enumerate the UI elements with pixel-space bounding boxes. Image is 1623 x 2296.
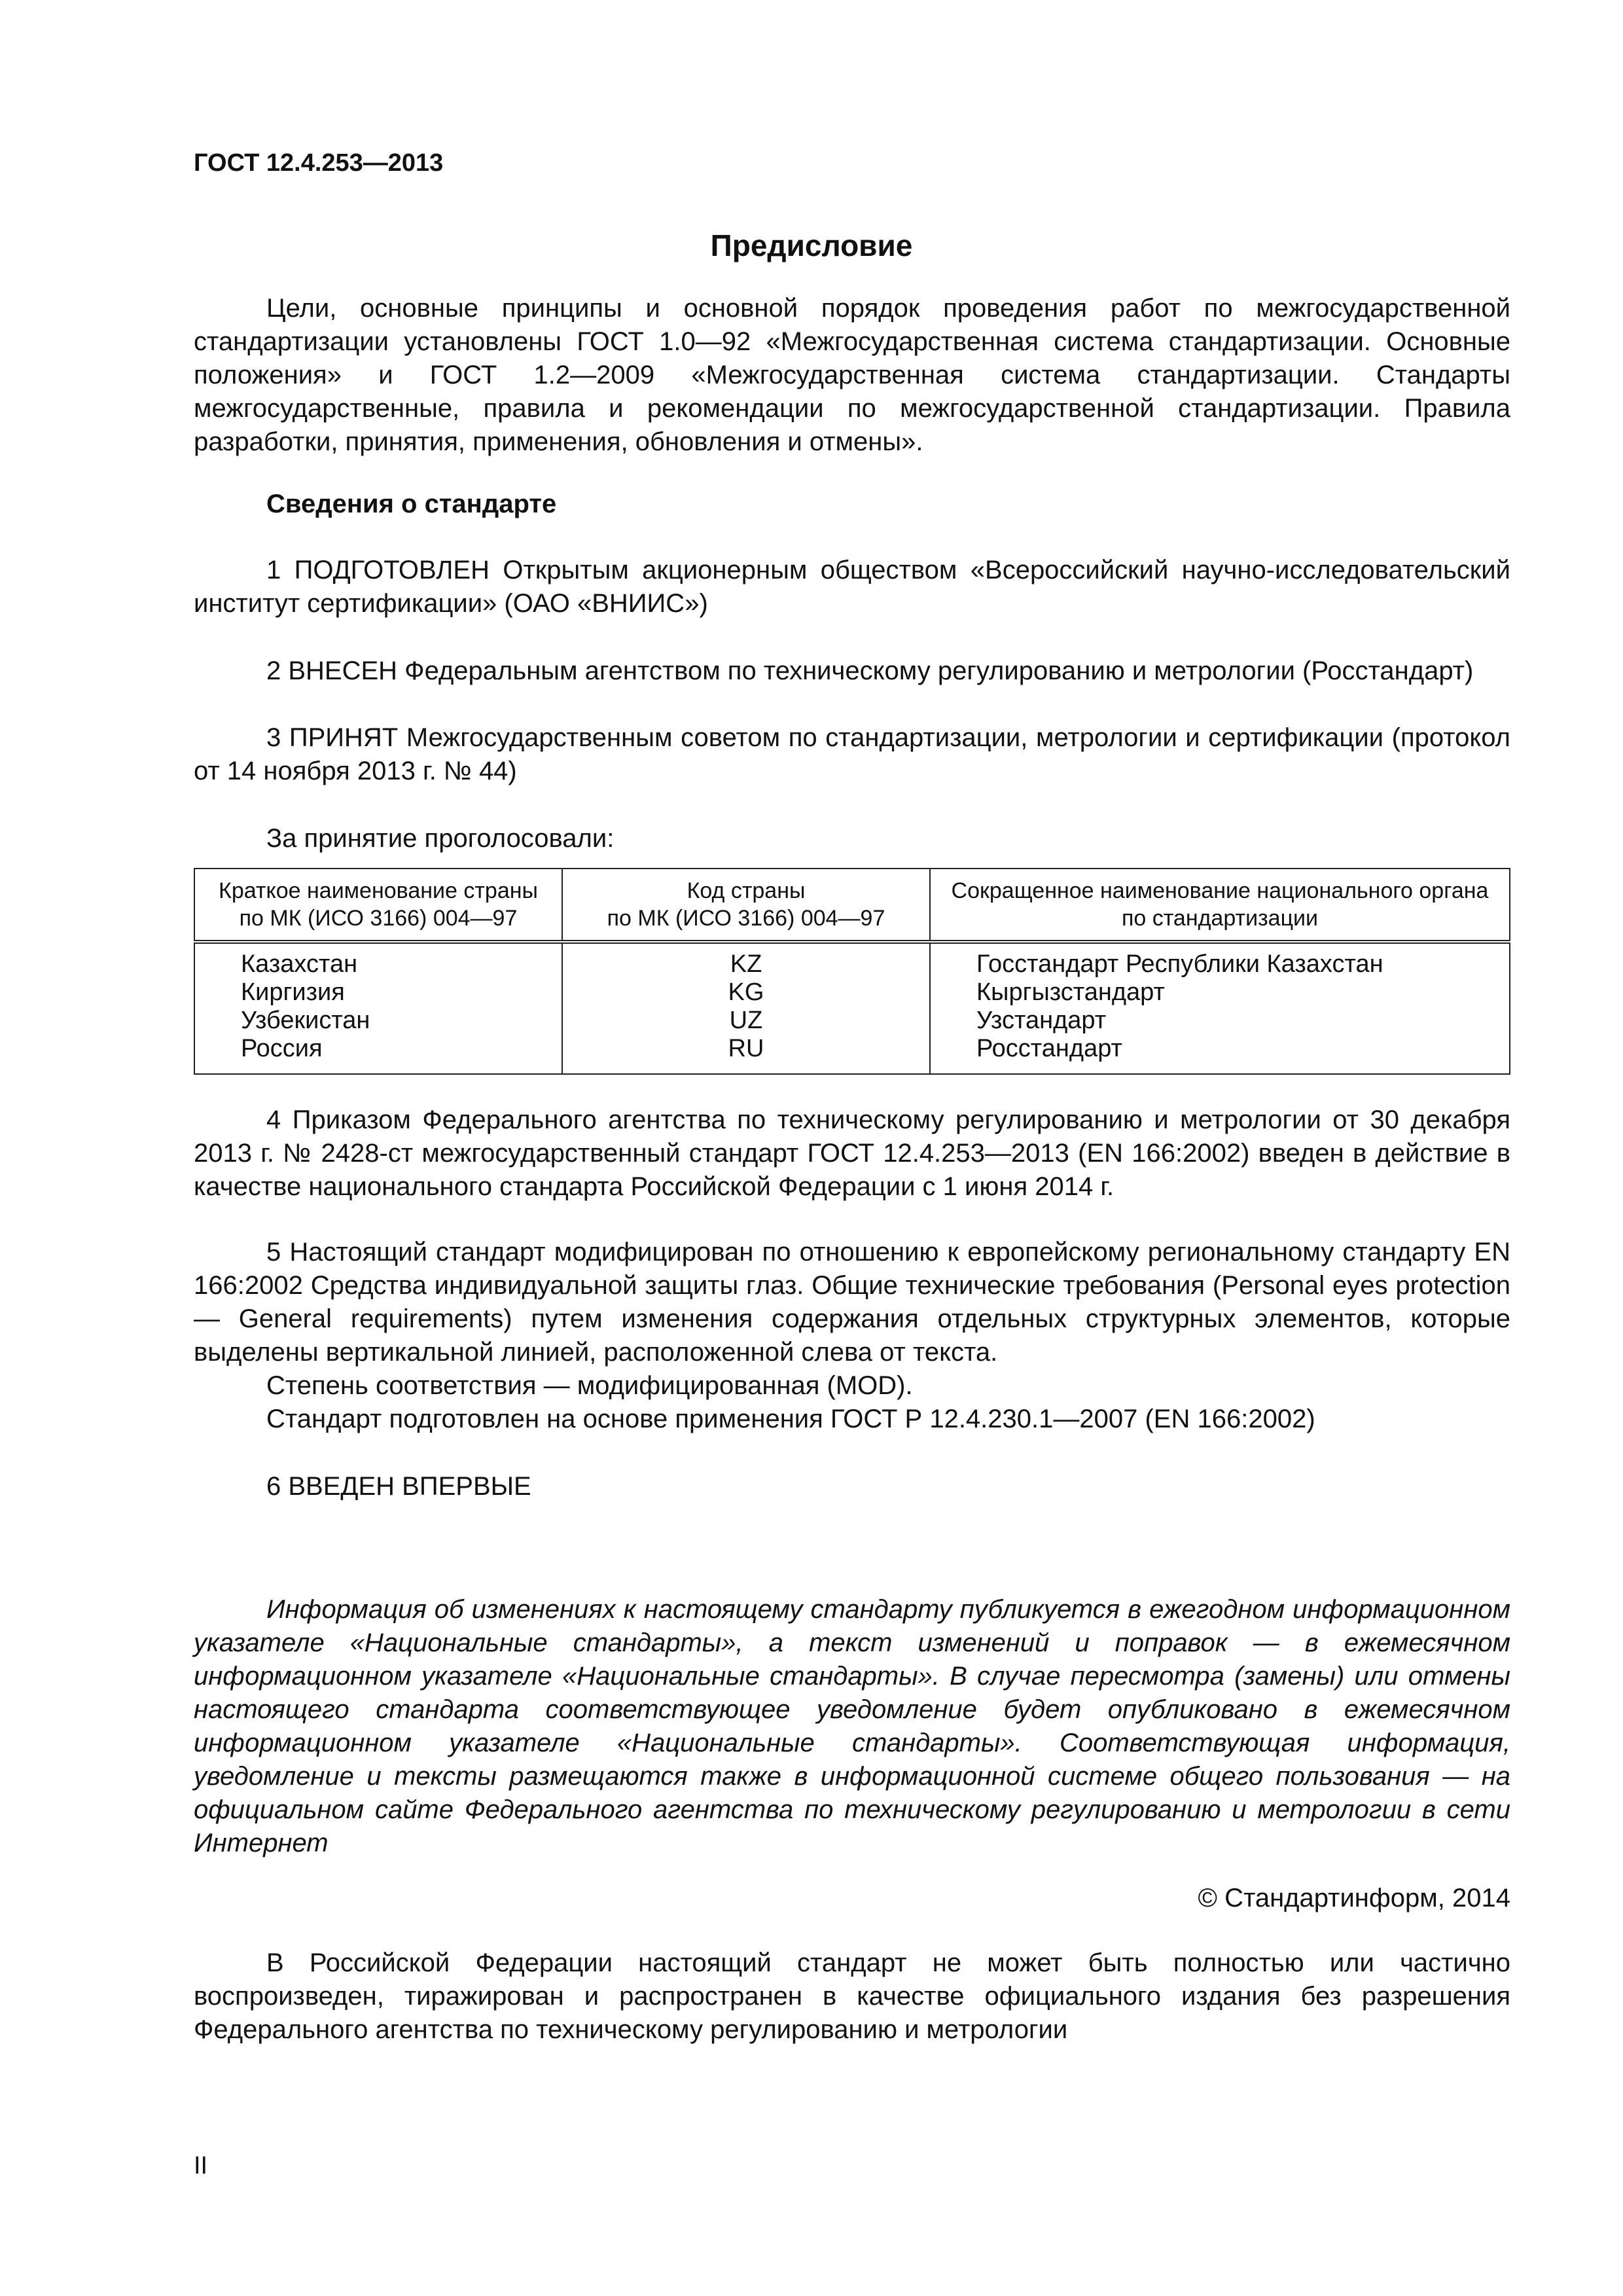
item-5-degree: Степень соответствия — модифицированная (MOD).: [266, 1371, 913, 1400]
country-cell: Узбекистан: [241, 1007, 370, 1034]
copyright: © Стандартинформ, 2014: [1198, 1884, 1510, 1912]
code-cell: KZ: [730, 950, 762, 978]
intro-paragraph: Цели, основные принципы и основной порядок проведения работ по межгосударственной стандартизации установлены ГОСТ 1.0—92 «Межгосударственная система стандартизации. Основные положения» и ГОСТ 1.2—2009 «Межгосударственная система стандартизации. Стандарты межгосударственные, правила и рекомендации по межгосударственной стандартизации. Правила разработки, принятия, применения, обновления и отмены».: [194, 294, 1510, 456]
document-code: ГОСТ 12.4.253—2013: [194, 149, 444, 177]
voting-table: [194, 868, 1510, 1075]
page-number: II: [194, 2152, 208, 2179]
code-cell: KG: [728, 978, 764, 1006]
item-1: 1 ПОДГОТОВЛЕН Открытым акционерным обществом «Всероссийский научно-исследовательский институт сертификации» (ОАО «ВНИИС»): [194, 556, 1510, 618]
code-cell: RU: [728, 1035, 764, 1062]
organ-cell: Узстандарт: [976, 1007, 1107, 1034]
section-subheading: Сведения о стандарте: [266, 490, 557, 518]
item-2: 2 ВНЕСЕН Федеральным агентством по техническому регулированию и метрологии (Росстандарт): [266, 656, 1474, 685]
table-row: [194, 942, 1510, 1074]
header-country: Краткое наименование страны по МК (ИСО 3166) 004—97: [194, 869, 562, 942]
table-header-row: [194, 869, 1510, 942]
page-title: Предисловие: [710, 228, 913, 262]
organ-cell: Росстандарт: [976, 1035, 1122, 1062]
country-cell: Казахстан: [241, 950, 358, 978]
item-6: 6 ВВЕДЕН ВПЕРВЫЕ: [266, 1472, 531, 1501]
code-cell: UZ: [729, 1007, 763, 1034]
country-cell: Киргизия: [241, 978, 345, 1006]
vote-caption: За принятие проголосовали:: [266, 824, 615, 853]
organ-cell: Кыргызстандарт: [976, 978, 1165, 1006]
organ-cell: Госстандарт Республики Казахстан: [976, 950, 1383, 978]
header-code: Код страны по МК (ИСО 3166) 004—97: [562, 869, 930, 942]
code-column: [562, 942, 930, 1074]
header-organ: Сокращенное наименование национального органа по стандартизации: [930, 869, 1510, 942]
item-5: 5 Настоящий стандарт модифицирован по отношению к европейскому региональному стандарту EN 166:2002 Средства индивидуальной защиты глаз. Общие технические требования (Personal eyes protection — General requirements) путем изменения содержания отдельных структурных элементов, которые выделены вертикальной линией, расположенной слева от текста.: [194, 1238, 1510, 1367]
country-column: [194, 942, 562, 1074]
rights-notice: В Российской Федерации настоящий стандарт не может быть полностью или частично воспроизведен, тиражирован и распространен в качестве официального издания без разрешения Федерального агентства по техническому регулированию и метрологии: [194, 1948, 1510, 2044]
country-cell: Россия: [241, 1035, 323, 1062]
item-3: 3 ПРИНЯТ Межгосударственным советом по стандартизации, метрологии и сертификации (протокол от 14 ноября 2013 г. № 44): [194, 723, 1510, 785]
organ-column: [930, 942, 1510, 1074]
info-notice: Информация об изменениях к настоящему стандарту публикуется в ежегодном информационном указателе «Национальные стандарты», а текст изменений и поправок — в ежемесячном информационном указателе «Национальные стандарты». В случае пересмотра (замены) или отмены настоящего стандарта соответствующее уведомление будет опубликовано в ежемесячном информационном указателе «Национальные стандарты». Соответствующая информация, уведомление и тексты размещаются также в информационной системе общего пользования — на официальном сайте Федерального агентства по техническому регулированию и метрологии в сети Интернет: [194, 1595, 1510, 1857]
item-5-basis: Стандарт подготовлен на основе применения ГОСТ Р 12.4.230.1—2007 (EN 166:2002): [266, 1405, 1315, 1433]
item-4: 4 Приказом Федерального агентства по техническому регулированию и метрологии от 30 декабря 2013 г. № 2428-ст межгосударственный стандарт ГОСТ 12.4.253—2013 (EN 166:2002) введен в действие в качестве национального стандарта Российской Федерации с 1 июня 2014 г.: [194, 1105, 1510, 1201]
